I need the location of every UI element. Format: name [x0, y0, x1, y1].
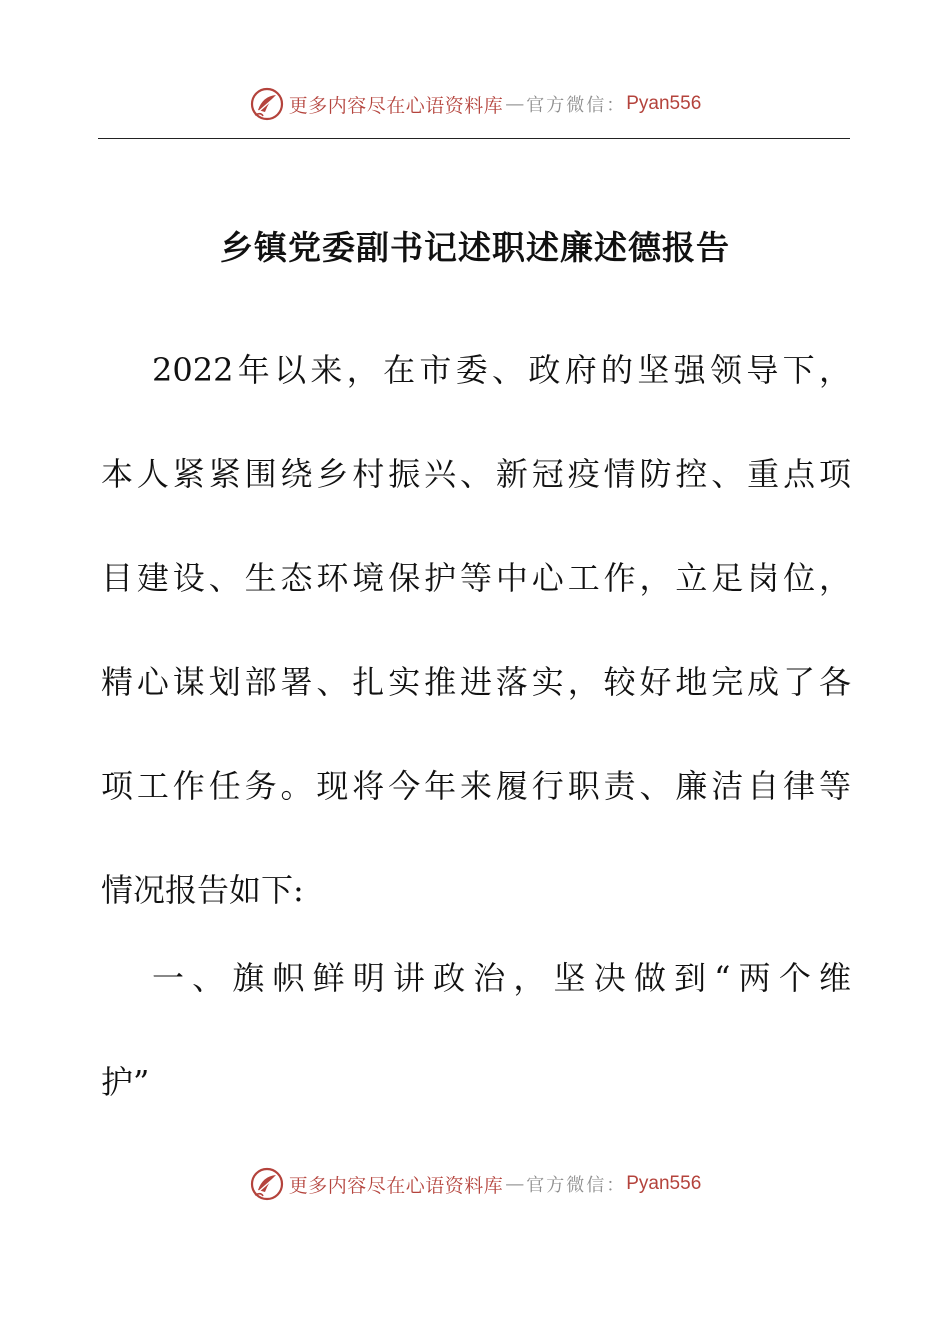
wechat-id: Pyan556	[626, 1173, 702, 1194]
body-line: 精心谋划部署、扎实推进落实，较好地完成了各	[101, 663, 851, 701]
body-line: 本人紧紧围绕乡村振兴、新冠疫情防控、重点项	[101, 455, 851, 493]
footer-banner	[0, 1162, 950, 1206]
logo-icon	[249, 1166, 285, 1202]
header-banner	[0, 82, 950, 126]
banner-text: 更多内容尽在心语资料库	[288, 1174, 504, 1197]
wechat-id: Pyan556	[626, 93, 702, 114]
body-line: 2022年以来，在市委、政府的坚强领导下，	[152, 351, 851, 389]
document-title: 乡镇党委副书记述职述廉述德报告	[220, 228, 730, 267]
banner-separator: —	[505, 93, 525, 115]
body-line: 目建设、生态环境保护等中心工作，立足岗位，	[101, 559, 851, 597]
banner-label: 官方微信：	[526, 95, 627, 116]
section-heading-continued: 护”	[101, 1063, 150, 1101]
banner-separator: —	[505, 1173, 525, 1195]
section-heading: 一、旗帜鲜明讲政治，坚决做到“两个维	[152, 959, 851, 997]
banner-label: 官方微信：	[526, 1175, 627, 1196]
header-divider	[98, 138, 850, 139]
body-line: 情况报告如下:	[101, 871, 304, 909]
body-line: 项工作任务。现将今年来履行职责、廉洁自律等	[101, 767, 851, 805]
logo-icon	[249, 86, 285, 122]
banner-text: 更多内容尽在心语资料库	[288, 94, 504, 117]
